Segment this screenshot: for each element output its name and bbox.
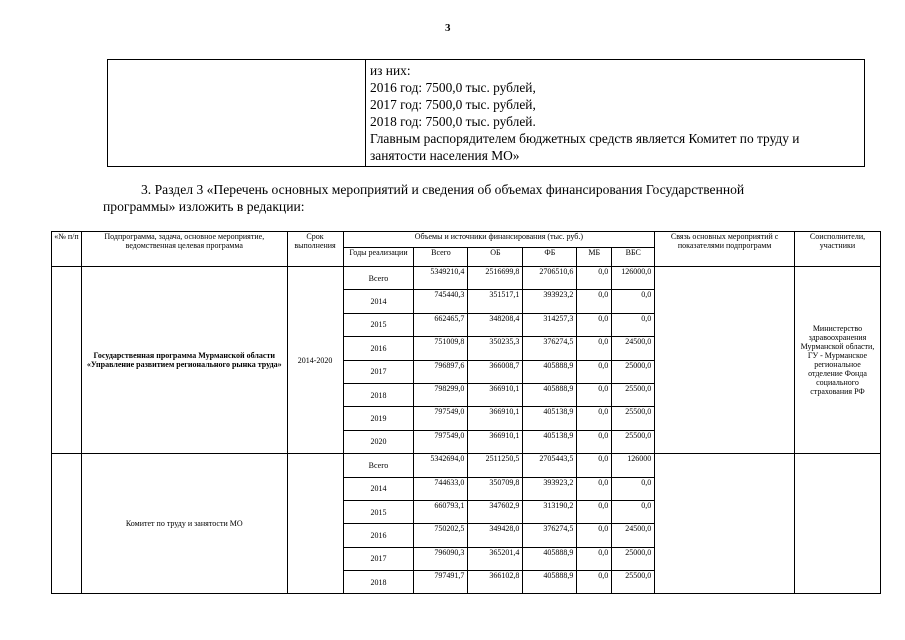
mb-cell: 0,0 — [577, 313, 612, 336]
vbs-cell: 126000 — [612, 454, 655, 477]
vbs-cell: 126000,0 — [612, 267, 655, 290]
ob-cell: 366102,8 — [468, 571, 523, 594]
total-cell: 798299,0 — [414, 383, 468, 406]
year-cell: 2014 — [343, 290, 414, 313]
ob-cell: 348208,4 — [468, 313, 523, 336]
continuation-line: 2016 год: 7500,0 тыс. рублей, — [370, 80, 536, 95]
mb-cell: 0,0 — [577, 500, 612, 523]
ob-cell: 350709,8 — [468, 477, 523, 500]
fb-cell: 393923,2 — [523, 477, 577, 500]
mb-cell: 0,0 — [577, 360, 612, 383]
year-cell: 2017 — [343, 547, 414, 570]
table-row — [52, 454, 881, 477]
fb-cell: 405138,9 — [523, 407, 577, 430]
fb-cell: 2706510,6 — [523, 267, 577, 290]
program-link — [655, 267, 795, 454]
program-name: Комитет по труду и занятости МО — [81, 454, 287, 594]
header-ob: ОБ — [468, 248, 523, 267]
mb-cell: 0,0 — [577, 430, 612, 453]
table-row — [52, 267, 881, 290]
fb-cell: 314257,3 — [523, 313, 577, 336]
ob-cell: 366910,1 — [468, 407, 523, 430]
row-num-cell — [52, 267, 82, 454]
ob-cell: 366910,1 — [468, 430, 523, 453]
continuation-line: занятости населения МО» — [370, 148, 520, 163]
header-coexec: Соисполнители, участники — [794, 232, 880, 267]
year-cell: Всего — [343, 454, 414, 477]
fb-cell: 376274,5 — [523, 524, 577, 547]
continuation-line: из них: — [370, 63, 411, 78]
header-total: Всего — [414, 248, 468, 267]
program-coexec — [794, 454, 880, 594]
continuation-table — [107, 59, 865, 167]
continuation-line: 2017 год: 7500,0 тыс. рублей, — [370, 97, 536, 112]
ob-cell: 351517,1 — [468, 290, 523, 313]
year-cell: 2016 — [343, 337, 414, 360]
vbs-cell: 24500,0 — [612, 524, 655, 547]
year-cell: 2018 — [343, 383, 414, 406]
ob-cell: 347602,9 — [468, 500, 523, 523]
vbs-cell: 0,0 — [612, 290, 655, 313]
total-cell: 660793,1 — [414, 500, 468, 523]
ob-cell: 365201,4 — [468, 547, 523, 570]
mb-cell: 0,0 — [577, 477, 612, 500]
fb-cell: 405888,9 — [523, 360, 577, 383]
total-cell: 796897,6 — [414, 360, 468, 383]
header-term: Срок выполнения — [287, 232, 343, 267]
total-cell: 796090,3 — [414, 547, 468, 570]
vbs-cell: 25000,0 — [612, 547, 655, 570]
fb-cell: 393923,2 — [523, 290, 577, 313]
ob-cell: 2516699,8 — [468, 267, 523, 290]
section-paragraph — [103, 181, 863, 215]
year-cell: Всего — [343, 267, 414, 290]
year-cell: 2020 — [343, 430, 414, 453]
mb-cell: 0,0 — [577, 337, 612, 360]
year-cell: 2014 — [343, 477, 414, 500]
header-vbs: ВБС — [612, 248, 655, 267]
mb-cell: 0,0 — [577, 267, 612, 290]
ob-cell: 366008,7 — [468, 360, 523, 383]
year-cell: 2019 — [343, 407, 414, 430]
continuation-right-cell — [366, 60, 865, 167]
total-cell: 5342694,0 — [414, 454, 468, 477]
ob-cell: 349428,0 — [468, 524, 523, 547]
header-num: «№ п/п — [52, 232, 82, 267]
mb-cell: 0,0 — [577, 454, 612, 477]
mb-cell: 0,0 — [577, 524, 612, 547]
program-link — [655, 454, 795, 594]
total-cell: 5349210,4 — [414, 267, 468, 290]
year-cell: 2015 — [343, 313, 414, 336]
program-term — [287, 454, 343, 594]
header-link: Связь основных мероприятий с показателями подпрограмм — [655, 232, 795, 267]
mb-cell: 0,0 — [577, 571, 612, 594]
mb-cell: 0,0 — [577, 547, 612, 570]
fb-cell: 405138,9 — [523, 430, 577, 453]
header-fb: ФБ — [523, 248, 577, 267]
vbs-cell: 24500,0 — [612, 337, 655, 360]
paragraph-line-1: 3. Раздел 3 «Перечень основных мероприятий и сведения об объемах финансирования Государственной — [141, 182, 745, 197]
header-years: Годы реализации — [343, 248, 414, 267]
vbs-cell: 25500,0 — [612, 430, 655, 453]
vbs-cell: 0,0 — [612, 477, 655, 500]
header-finance: Объемы и источники финансирования (тыс. руб.) — [343, 232, 655, 248]
mb-cell: 0,0 — [577, 383, 612, 406]
total-cell: 797549,0 — [414, 430, 468, 453]
header-name: Подпрограмма, задача, основное мероприятие, ведомственная целевая программа — [81, 232, 287, 267]
program-term: 2014-2020 — [287, 267, 343, 454]
vbs-cell: 25500,0 — [612, 407, 655, 430]
ob-cell: 2511250,5 — [468, 454, 523, 477]
vbs-cell: 25000,0 — [612, 360, 655, 383]
ob-cell: 366910,1 — [468, 383, 523, 406]
total-cell: 797549,0 — [414, 407, 468, 430]
fb-cell: 2705443,5 — [523, 454, 577, 477]
year-cell: 2017 — [343, 360, 414, 383]
vbs-cell: 25500,0 — [612, 571, 655, 594]
total-cell: 750202,5 — [414, 524, 468, 547]
row-num-cell — [52, 454, 82, 594]
header-mb: МБ — [577, 248, 612, 267]
continuation-left-cell — [108, 60, 366, 167]
fb-cell: 313190,2 — [523, 500, 577, 523]
year-cell: 2016 — [343, 524, 414, 547]
vbs-cell: 0,0 — [612, 500, 655, 523]
program-name: Государственная программа Мурманской области «Управление развитием регионального рынка труда» — [81, 267, 287, 454]
vbs-cell: 0,0 — [612, 313, 655, 336]
fb-cell: 376274,5 — [523, 337, 577, 360]
year-cell: 2015 — [343, 500, 414, 523]
mb-cell: 0,0 — [577, 290, 612, 313]
continuation-line: Главным распорядителем бюджетных средств является Комитет по труду и — [370, 131, 800, 146]
total-cell: 744633,0 — [414, 477, 468, 500]
vbs-cell: 25500,0 — [612, 383, 655, 406]
year-cell: 2018 — [343, 571, 414, 594]
continuation-line: 2018 год: 7500,0 тыс. рублей. — [370, 114, 536, 129]
total-cell: 745440,3 — [414, 290, 468, 313]
total-cell: 751009,8 — [414, 337, 468, 360]
total-cell: 662465,7 — [414, 313, 468, 336]
program-coexec: Министерство здравоохранения Мурманской области, ГУ - Мурманское региональное отделение Фонда социального страхования РФ — [794, 267, 880, 454]
total-cell: 797491,7 — [414, 571, 468, 594]
fb-cell: 405888,9 — [523, 571, 577, 594]
mb-cell: 0,0 — [577, 407, 612, 430]
ob-cell: 350235,3 — [468, 337, 523, 360]
paragraph-line-2: программы» изложить в редакции: — [103, 199, 305, 214]
programs-table — [51, 231, 881, 594]
fb-cell: 405888,9 — [523, 547, 577, 570]
page-number: 3 — [445, 22, 451, 34]
fb-cell: 405888,9 — [523, 383, 577, 406]
